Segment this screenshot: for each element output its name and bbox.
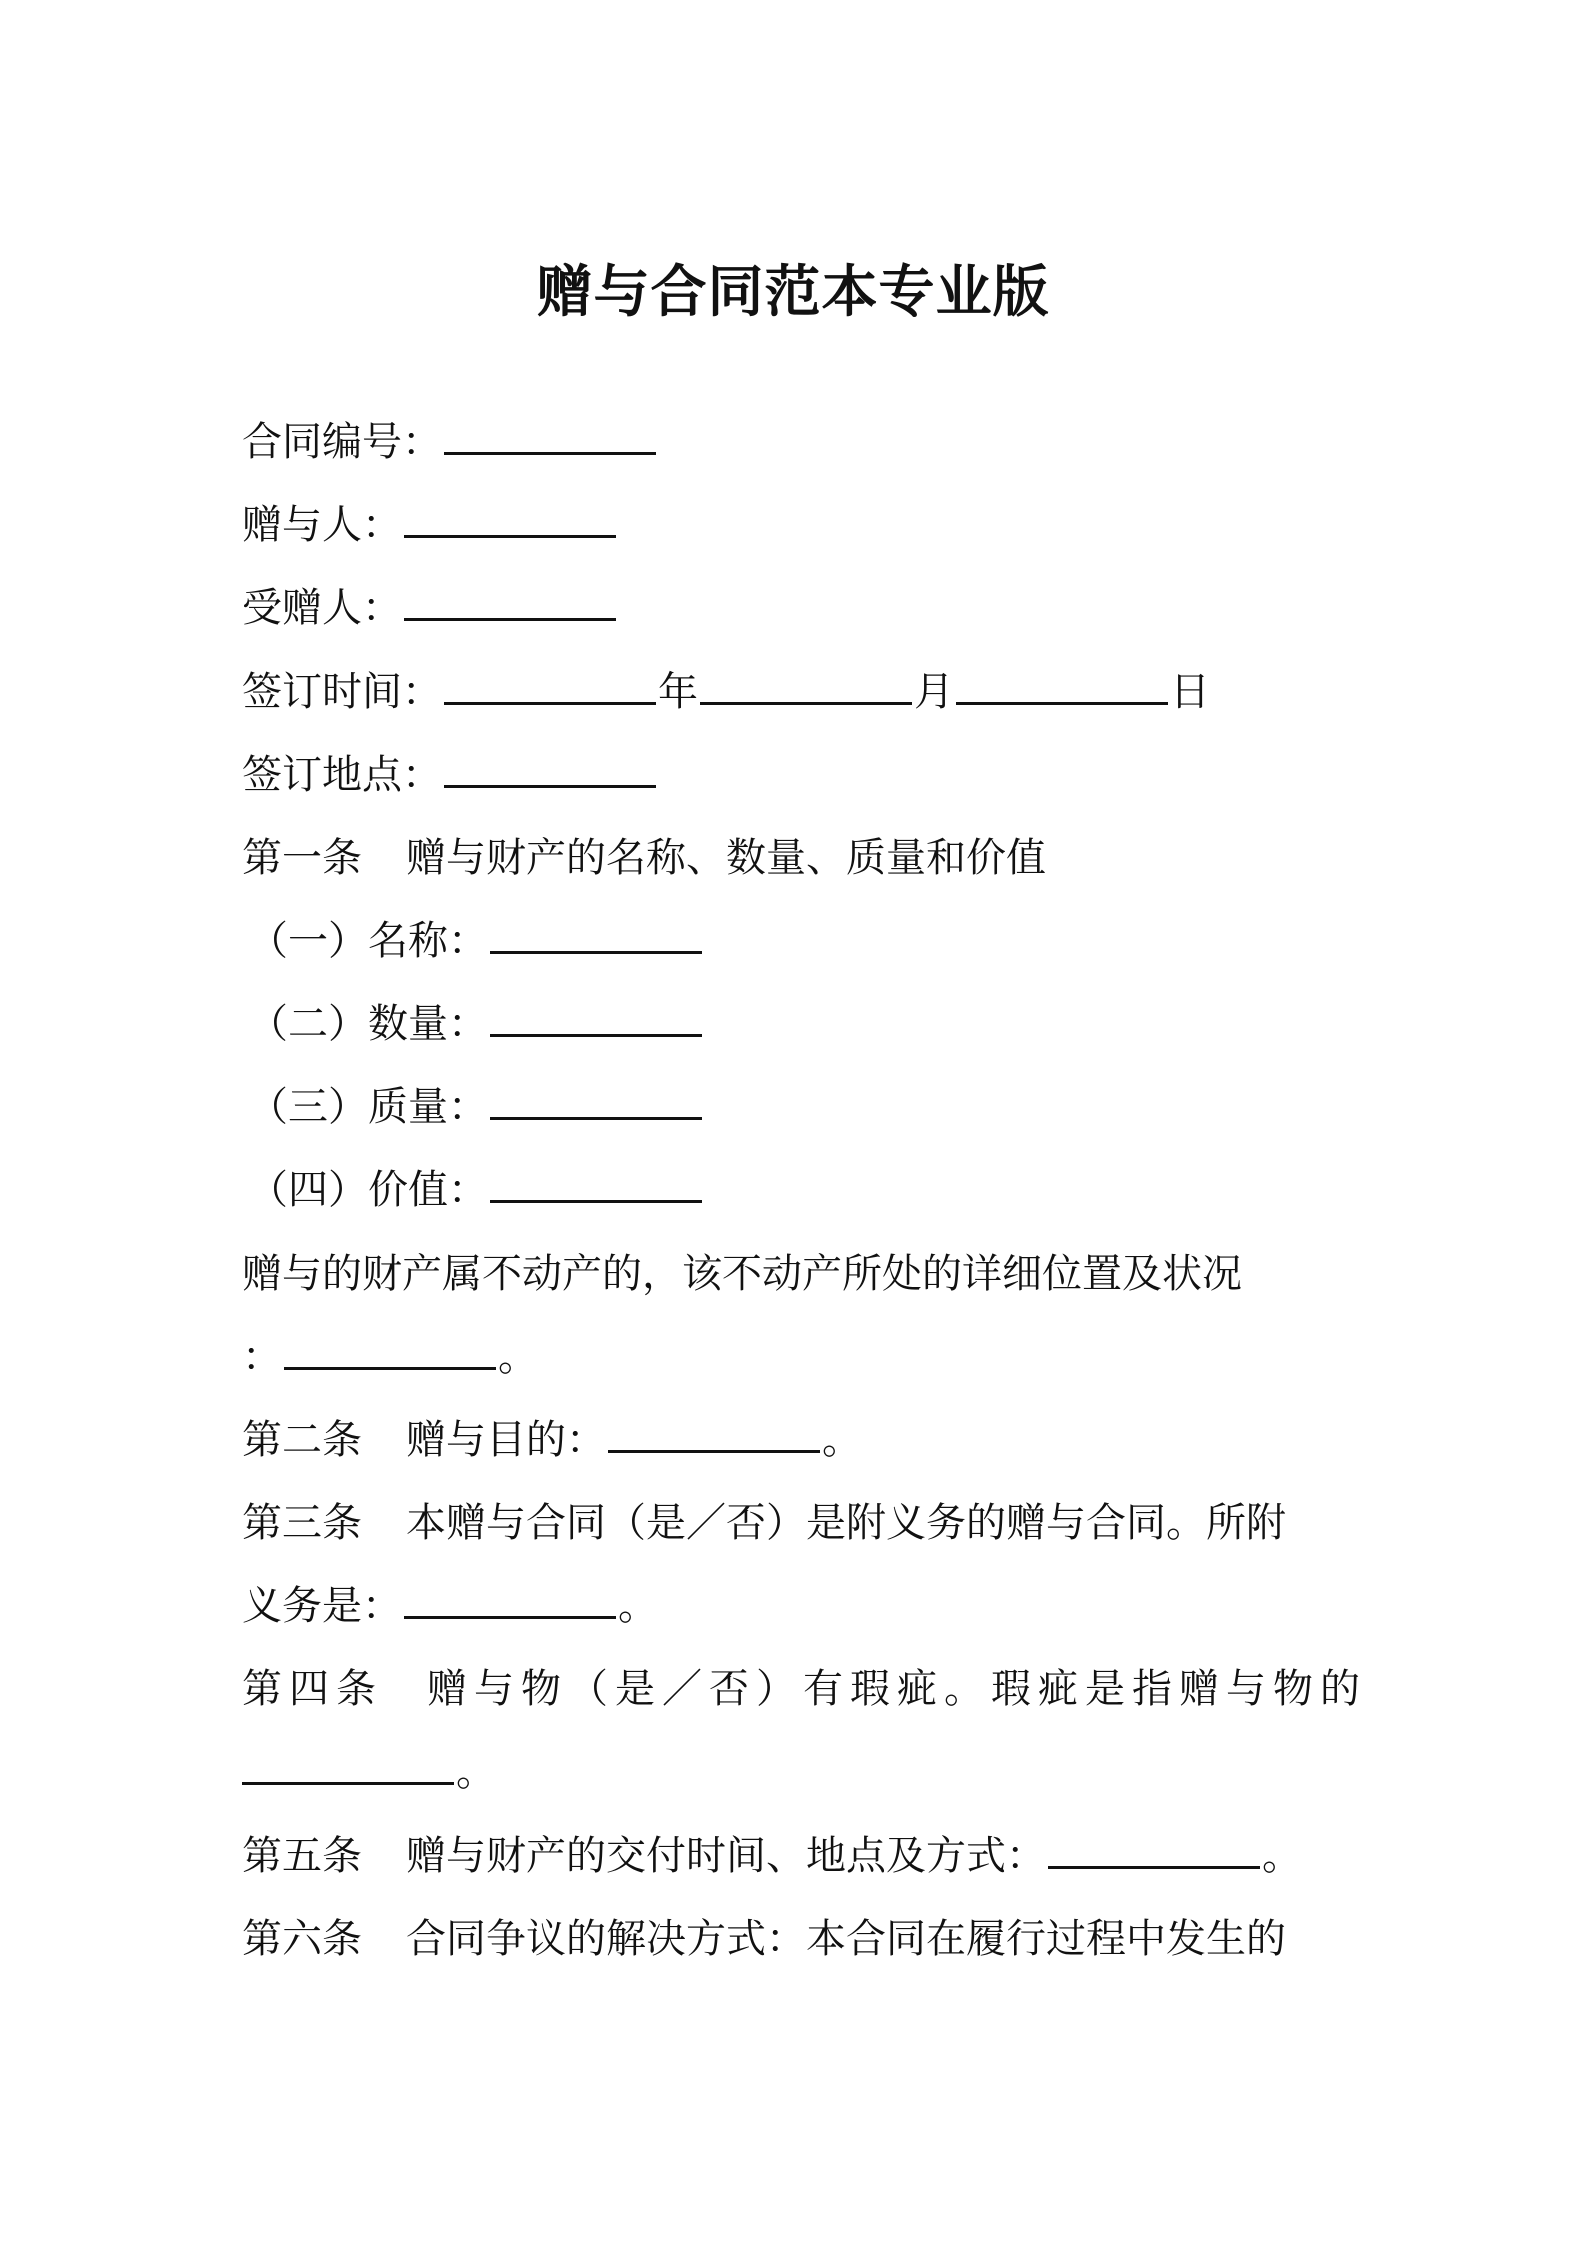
- year-label: 年: [658, 669, 698, 715]
- article6-text: 合同争议的解决方式：本合同在履行过程中发生的: [406, 1916, 1286, 1962]
- donor-blank: [404, 501, 616, 538]
- article1-item-name: [248, 913, 704, 969]
- realty-note-period: 。: [498, 1334, 538, 1380]
- signing-date-line: [242, 664, 1210, 720]
- item-quantity-label: （二）数量：: [248, 1001, 488, 1047]
- item-name-label: （一）名称：: [248, 918, 488, 964]
- article5-line: [242, 1828, 1302, 1884]
- realty-note-line: [242, 1246, 1242, 1302]
- article4-text: 赠与物（是／否）有瑕疵。瑕疵是指赠与物的: [427, 1666, 1367, 1712]
- contract-number-line: [242, 414, 658, 470]
- article2-text: 赠与目的：: [406, 1417, 606, 1463]
- article3-heading: 第三条: [242, 1500, 362, 1546]
- article2-blank: [608, 1416, 820, 1453]
- article3-text-cont: 义务是：: [242, 1583, 402, 1629]
- article4-cont-line: [242, 1744, 496, 1800]
- article3-line: [242, 1495, 1286, 1551]
- article5-blank: [1048, 1832, 1260, 1869]
- article3-period: 。: [618, 1583, 658, 1629]
- article3-text: 本赠与合同（是／否）是附义务的赠与合同。所附: [406, 1500, 1286, 1546]
- article5-text: 赠与财产的交付时间、地点及方式：: [406, 1833, 1046, 1879]
- article4-blank: [242, 1748, 454, 1785]
- day-blank: [956, 668, 1168, 705]
- day-label: 日: [1170, 669, 1210, 715]
- donor-line: [242, 497, 618, 553]
- donor-label: 赠与人：: [242, 502, 402, 548]
- article3-blank: [404, 1582, 616, 1619]
- item-quality-blank: [490, 1083, 702, 1120]
- donee-line: [242, 580, 618, 636]
- month-blank: [700, 668, 912, 705]
- contract-number-blank: [444, 418, 656, 455]
- article4-line: [242, 1661, 1367, 1717]
- realty-note-colon: ：: [242, 1334, 282, 1380]
- signing-place-label: 签订地点：: [242, 752, 442, 798]
- item-quality-label: （三）质量：: [248, 1084, 488, 1130]
- donee-label: 受赠人：: [242, 585, 402, 631]
- article2-line: [242, 1412, 862, 1468]
- signing-place-line: [242, 747, 658, 803]
- signing-date-label: 签订时间：: [242, 669, 442, 715]
- article4-period: 。: [456, 1749, 496, 1795]
- year-blank: [444, 668, 656, 705]
- document-title: 赠与合同范本专业版: [536, 260, 1050, 325]
- item-name-blank: [490, 917, 702, 954]
- article1-item-quantity: [248, 996, 704, 1052]
- article1-item-quality: [248, 1079, 704, 1135]
- article6-heading: 第六条: [242, 1916, 362, 1962]
- article2-period: 。: [822, 1417, 862, 1463]
- article1-title: 赠与财产的名称、数量、质量和价值: [406, 835, 1046, 881]
- realty-note-text: 赠与的财产属不动产的，该不动产所处的详细位置及状况: [242, 1251, 1242, 1297]
- item-quantity-blank: [490, 1000, 702, 1037]
- item-value-label: （四）价值：: [248, 1167, 488, 1213]
- article1-heading-line: [242, 830, 1046, 886]
- article1-heading: 第一条: [242, 835, 362, 881]
- article3-cont-line: [242, 1578, 658, 1634]
- donee-blank: [404, 584, 616, 621]
- article6-line: [242, 1911, 1286, 1967]
- signing-place-blank: [444, 751, 656, 788]
- article2-heading: 第二条: [242, 1417, 362, 1463]
- realty-note-blank: [284, 1333, 496, 1370]
- article1-item-value: [248, 1162, 704, 1218]
- month-label: 月: [914, 669, 954, 715]
- contract-number-label: 合同编号：: [242, 419, 442, 465]
- article5-heading: 第五条: [242, 1833, 362, 1879]
- realty-note-cont-line: [242, 1329, 538, 1385]
- article4-heading: 第四条: [242, 1666, 383, 1712]
- item-value-blank: [490, 1166, 702, 1203]
- article5-period: 。: [1262, 1833, 1302, 1879]
